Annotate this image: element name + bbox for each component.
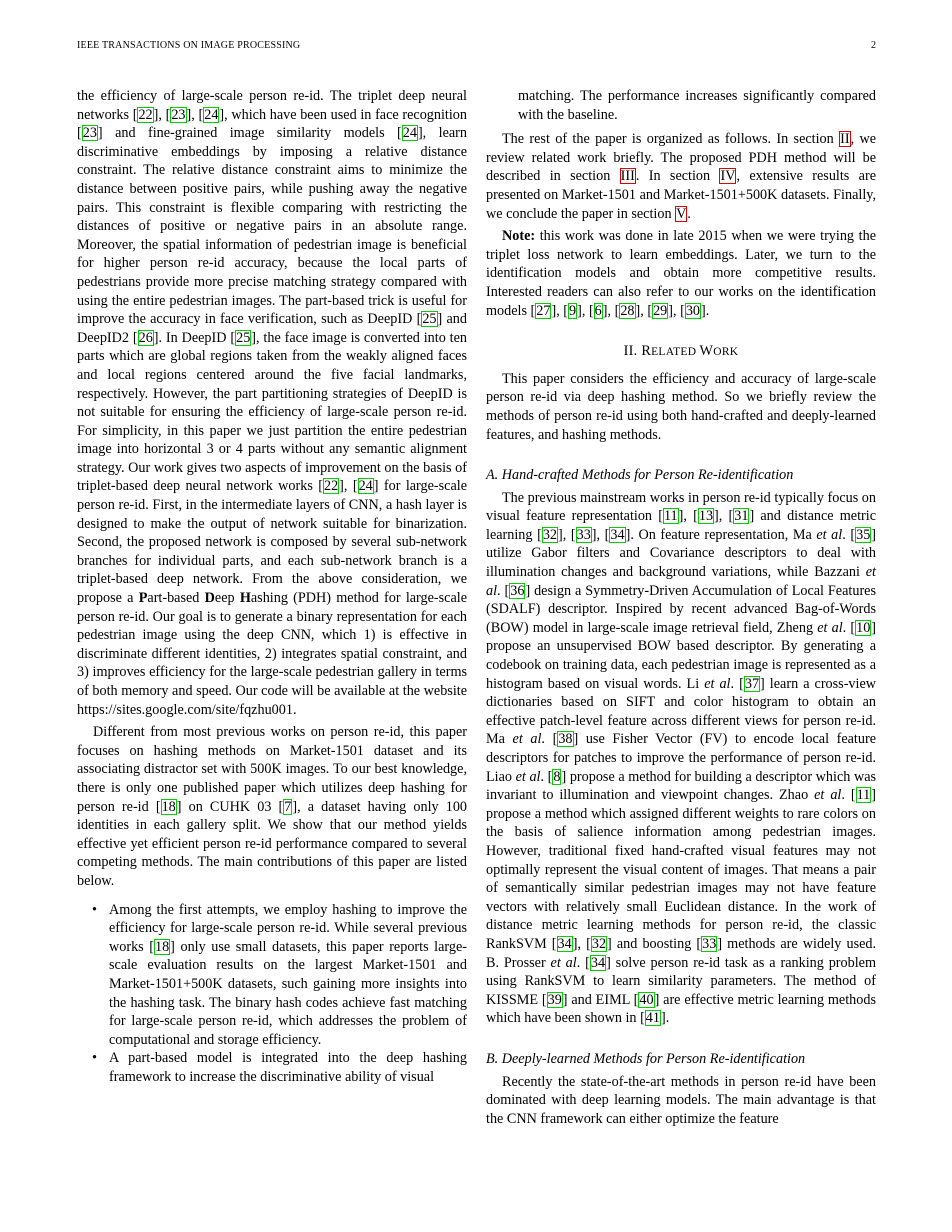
citation-link[interactable]: 11 [663, 508, 678, 525]
paragraph: The previous mainstream works in person re-id typically focus on visual feature representation [11], [13], [31] and distance metric learning [32], [33], [34]. On feature representation, Ma et al. [35] utilize Gabor filters and Covariance descriptors to deal with illumination changes and background variations, while Bazzani et al. [36] design a Symmetry-Driven Accumulation of Local Features (SDALF) descriptor. Inspired by recent advanced Bag-of-Words (BOW) model in large-scale image retrieval field, Zheng et al. [10] propose an unsupervised BOW based descriptor. By generating a codebook on training data, each pedestrian image is represented as a histogram based on visual words. Li et al. [37] learn a cross-view dictionaries based on SIFT and color histogram to obtain an effective patch-level feature across different views for person re-id. Ma et al. [38] use Fisher Vector (FV) to encode local feature descriptors for patches to improve the performance of person re-id. Liao et al. [8] propose a method for building a descriptor which was invariant to illumination and viewpoint changes. Zhao et al. [11] propose a method which assigned different weights to rare colors on the basis of salience information among pedestrian images. However, traditional fixed hand-crafted visual features may not optimally represent the visual content of images. That means a pair of semantically similar pedestrian images may not have feature vectors with relatively small Euclidean distance. In the work of distance metric learning methods for person re-id, the classic RankSVM [34], [32] and boosting [33] methods are widely used. B. Prosser et al. [34] solve person re-id task as a ranking problem using RankSVM to learn similarity parameters. The method of KISSME [39] and EIML [40] are effective metric learning methods which have been shown in [41]. [486, 489, 877, 1027]
citation-link[interactable]: 41 [645, 1010, 660, 1027]
list-item-continuation: matching. The performance increases significantly compared with the baseline. [518, 88, 876, 123]
citation-link[interactable]: 30 [685, 302, 701, 319]
citation-link[interactable]: 22 [138, 106, 153, 123]
paragraph: Note: this work was done in late 2015 when we were trying the triplet loss network to learn embeddings. Later, we turn to the identification models and obtain more competitive results. Interested readers can also refer to our works on the identification models [27], [9], [6], [28], [29], [30]. [486, 228, 876, 319]
paragraph: the efficiency of large-scale person re-id. The triplet deep neural networks [22], [23], [24], which have been used in face recognition [23] and fine-grained image similarity models [24], learn discriminative embeddings by imposing a relative distance constraint. The relative distance constraint aims to minimize the distance between positive pairs, while pushing away the negative pairs. This constraint is flexible comparing with restricting the distances of positive or negative pairs in an absolute range. Moreover, the spatial information of pedestrian image is beneficial for higher person re-id accuracy, because the local parts of pedestrians provide more precise matching strategy compared with using the entire pedestrian images. The part-based trick is useful for improve the accuracy in face verification, such as DeepID [25] and DeepID2 [26]. In DeepID [25], the face image is converted into ten parts which are global regions taken from the weakly aligned faces and local regions centered around the five facial landmarks, respectively. However, the part partitioning strategies of DeepID is not suitable for ensuring the efficiency of large-scale person re-id. For simplicity, in this paper we just partition the entire pedestrian image into horizontal 3 or 4 parts without any semantic alignment strategy. Our work gives two aspects of improvement on the basis of triplet-based deep neural network works [22], [24] for large-scale person re-id. First, in the intermediate layers of CNN, a hash layer is designed to make the output of network suitable for binarization. Second, the proposed network is composed by several sub-network branches for individual parts, and each sub-network branch is a triplet-based deep network. From the above consideration, we propose a Part-based Deep Hashing (PDH) method for large-scale person re-id. Our goal is to generate a binary representation for each pedestrian image using the deep CNN, which 1) is effective in discriminate different identities, 2) integrates spatial constraint, and 3) improves efficiency for the large-scale pedestrian gallery in terms of both memory and speed. Our code will be available at the website https://sites.google.com/site/fqzhu001. [77, 88, 467, 718]
citation-link[interactable]: 25 [236, 329, 251, 346]
citation-link[interactable]: 26 [138, 329, 153, 346]
citation-link[interactable]: 34 [610, 526, 625, 543]
section-link[interactable]: V [676, 205, 687, 222]
list-item: • Among the first attempts, we employ hashing to improve the efficiency for large-scale person re-id. While several previous works [18] only use small datasets, this paper reports large-scale evaluation results on the largest Market-1501 and Market-1501+500K datasets, such gaining more insights into the hashing task. The binary hash codes achieve fast matching for large-scale person re-id, which addresses the problem of computational and storage efficiency. [109, 901, 467, 1050]
citation-link[interactable]: 22 [323, 478, 339, 495]
section-link[interactable]: III [620, 168, 635, 185]
citation-link[interactable]: 23 [82, 125, 97, 142]
section-link[interactable]: II [840, 131, 850, 148]
citation-link[interactable]: 24 [204, 106, 219, 123]
citation-link[interactable]: 25 [422, 311, 437, 328]
citation-link[interactable]: 34 [557, 935, 572, 952]
citation-link[interactable]: 39 [547, 991, 562, 1008]
subsection-heading: A. Hand-crafted Methods for Person Re-identification [486, 467, 794, 484]
citation-link[interactable]: 34 [590, 954, 606, 971]
citation-link[interactable]: 8 [553, 768, 561, 785]
subsection-heading: B. Deeply-learned Methods for Person Re-identification [486, 1050, 806, 1067]
citation-link[interactable]: 29 [653, 302, 668, 319]
citation-link[interactable]: 18 [154, 938, 170, 955]
right-column [486, 87, 876, 1128]
running-header: IEEE TRANSACTIONS ON IMAGE PROCESSING [77, 40, 301, 51]
citation-link[interactable]: 33 [702, 935, 717, 952]
note-label: Note: [502, 228, 536, 245]
citation-link[interactable]: 10 [856, 619, 871, 636]
citation-link[interactable]: 35 [856, 526, 871, 543]
citation-link[interactable]: 23 [171, 106, 186, 123]
section-heading: II. RELATED WORK [623, 343, 739, 360]
citation-link[interactable]: 24 [358, 478, 373, 495]
citation-link[interactable]: 18 [161, 798, 176, 815]
citation-link[interactable]: 6 [594, 302, 602, 319]
citation-link[interactable]: 24 [402, 125, 417, 142]
paragraph: The rest of the paper is organized as follows. In section II, we review related work briefly. The proposed PDH method will be described in section III. In section IV, extensive results are presented on Market-1501 and Market-1501+500K datasets. Finally, we conclude the paper in section V. [486, 131, 876, 222]
citation-link[interactable]: 38 [558, 731, 573, 748]
citation-link[interactable]: 9 [569, 302, 577, 319]
citation-link[interactable]: 13 [698, 508, 714, 525]
paragraph: This paper considers the efficiency and accuracy of large-scale person re-id via deep hashing method. So we briefly review the methods of person re-id using both hand-crafted and deeply-learned features, and hashing methods. [486, 370, 876, 443]
citation-link[interactable]: 7 [284, 798, 292, 815]
citation-link[interactable]: 11 [856, 787, 871, 804]
section-link[interactable]: IV [720, 168, 736, 185]
citation-link[interactable]: 27 [536, 302, 551, 319]
left-column [77, 87, 467, 1086]
paragraph: Recently the state-of-the-art methods in person re-id have been dominated with deep learning models. The main advantage is that the CNN framework can either optimize the feature [486, 1073, 876, 1127]
citation-link[interactable]: 31 [734, 508, 749, 525]
contribution-list [77, 901, 467, 1087]
page-number: 2 [871, 40, 876, 51]
citation-link[interactable]: 36 [510, 582, 525, 599]
citation-link[interactable]: 28 [620, 302, 635, 319]
paragraph: Different from most previous works on person re-id, this paper focuses on hashing methods on Market-1501 dataset and its associating distractor set with 500K images. To our best knowledge, there is only one published paper which utilizes deep hashing for person re-id [18] on CUHK 03 [7], a dataset having only 100 identities in each gallery split. We show that our method yields effective yet efficient person re-id performance compared to several competing methods. The main contributions of this paper are listed below. [77, 724, 468, 889]
list-item: • A part-based model is integrated into the deep hashing framework to increase the discriminative ability of visual [109, 1049, 467, 1086]
citation-link[interactable]: 37 [744, 675, 760, 692]
citation-link[interactable]: 33 [576, 526, 591, 543]
citation-link[interactable]: 40 [639, 991, 654, 1008]
citation-link[interactable]: 32 [542, 526, 557, 543]
citation-link[interactable]: 32 [591, 935, 607, 952]
